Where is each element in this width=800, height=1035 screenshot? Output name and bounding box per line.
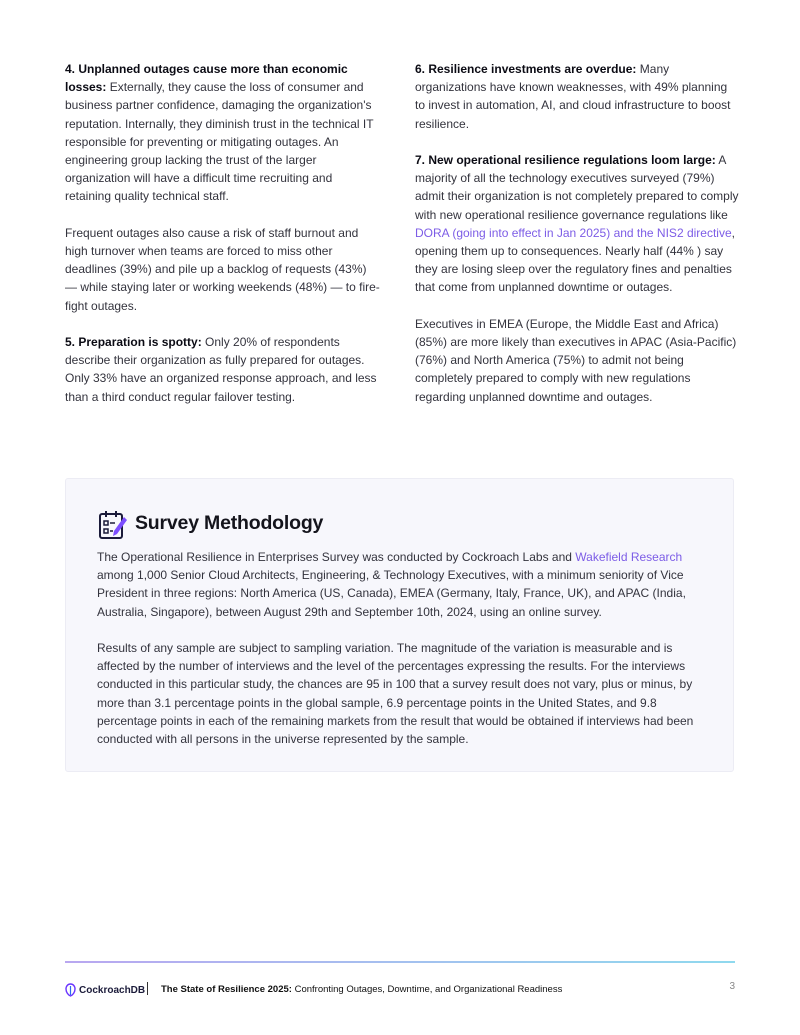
- methodology-paragraph-2: Results of any sample are subject to sampling variation. The magnitude of the variation is measurable and is affected by the number of interviews and the level of the percentages expressing the results. For the interviews conducted in this particular study, the chances are 95 in 100 that a survey result does not vary, plus or minus, by more than 3.1 percentage points in the global sample, 6.9 percentage points in the United States, and 9.8 percentage points in each of the remaining markets from the result that would be obtained if interviews had been conducted with all persons in the universe represented by the sample.: [97, 641, 694, 747]
- burnout-text: Frequent outages also cause a risk of staff burnout and high turnover when teams are forced to miss other deadlines (39%) and pile up a backlog of requests (43%) — while staying later or working weekends (48%) — to fire-fight outages.: [65, 225, 380, 313]
- wakefield-research-link[interactable]: Wakefield Research: [575, 550, 683, 564]
- finding-5: [65, 333, 380, 406]
- footer-separator: [147, 982, 148, 995]
- cockroachdb-logo: [65, 983, 145, 997]
- checklist-icon: [98, 509, 128, 541]
- page-footer: [65, 980, 735, 1000]
- burnout-paragraph: [65, 224, 380, 315]
- footer-title-bold: The State of Resilience 2025:: [161, 984, 292, 995]
- methodology-title: Survey Methodology: [135, 512, 324, 534]
- finding-4-heading: 4. Unplanned outages cause more than economic losses:: [65, 62, 348, 95]
- right-column: [415, 60, 740, 424]
- finding-6: [415, 60, 740, 133]
- methodology-p1-before: The Operational Resilience in Enterprises Survey was conducted by Cockroach Labs and: [97, 550, 576, 564]
- finding-7-heading: 7. New operational resilience regulations loom large:: [415, 153, 716, 167]
- finding-5-text: Only 20% of respondents describe their organization as fully prepared for outages. Only 33% have an organized response approach, and less than a third conduct regular failover testing.: [65, 335, 377, 404]
- finding-7-text-before: A majority of all the technology executives surveyed (79%) admit their organization is not completely prepared to comply with new operational resilience governance regulations like: [415, 153, 739, 222]
- survey-methodology-box: [65, 478, 734, 772]
- logo-text: CockroachDB: [79, 984, 146, 996]
- emea-paragraph: [415, 315, 740, 406]
- footer-divider: [65, 961, 735, 963]
- footer-report-title: [161, 984, 562, 995]
- dora-nis2-link[interactable]: DORA (going into effect in Jan 2025) and the NIS2 directive: [415, 225, 732, 240]
- finding-6-heading: 6. Resilience investments are overdue:: [415, 62, 637, 76]
- emea-text: Executives in EMEA (Europe, the Middle East and Africa) (85%) are more likely than executives in APAC (Asia-Pacific) (76%) and North America (75%) to admit not being completely prepared to comply with new regulations regarding unplanned downtime and outages.: [415, 316, 737, 404]
- finding-6-text: Many organizations have known weaknesses, with 49% planning to invest in automation, AI, and cloud infrastructure to boost resilience.: [415, 62, 731, 131]
- finding-4: [65, 60, 380, 206]
- methodology-paragraph-1: [97, 548, 709, 621]
- finding-5-heading: 5. Preparation is spotty:: [65, 335, 202, 350]
- finding-7-text-after: , opening them up to consequences. Nearly half (44% ) say they are losing sleep over the regulatory fines and penalties that come from unplanned downtime or outages.: [415, 225, 735, 295]
- methodology-body: [97, 548, 709, 766]
- methodology-p1-after: among 1,000 Senior Cloud Architects, Engineering, & Technology Executives, with a minimum seniority of Vice President in three regions: North America (US, Canada), EMEA (Germany, Italy, France, UK), and APAC (India, Australia, Singapore), between August 29th and September 10th, 2024, using an online survey.: [97, 568, 686, 619]
- left-column: [65, 60, 380, 424]
- page-number: 3: [729, 981, 735, 992]
- finding-4-text: Externally, they cause the loss of consumer and business partner confidence, damaging the organization's reputation. Internally, they diminish trust in the technical IT responsible for preventing or mitigating outages. An engineering group lacking the trust of the larger organization will have a difficult time recruiting and retaining quality technical staff.: [65, 80, 374, 204]
- footer-title-rest: Confronting Outages, Downtime, and Organizational Readiness: [291, 984, 563, 995]
- cockroach-logo-icon: [65, 983, 76, 997]
- finding-7: [415, 151, 740, 297]
